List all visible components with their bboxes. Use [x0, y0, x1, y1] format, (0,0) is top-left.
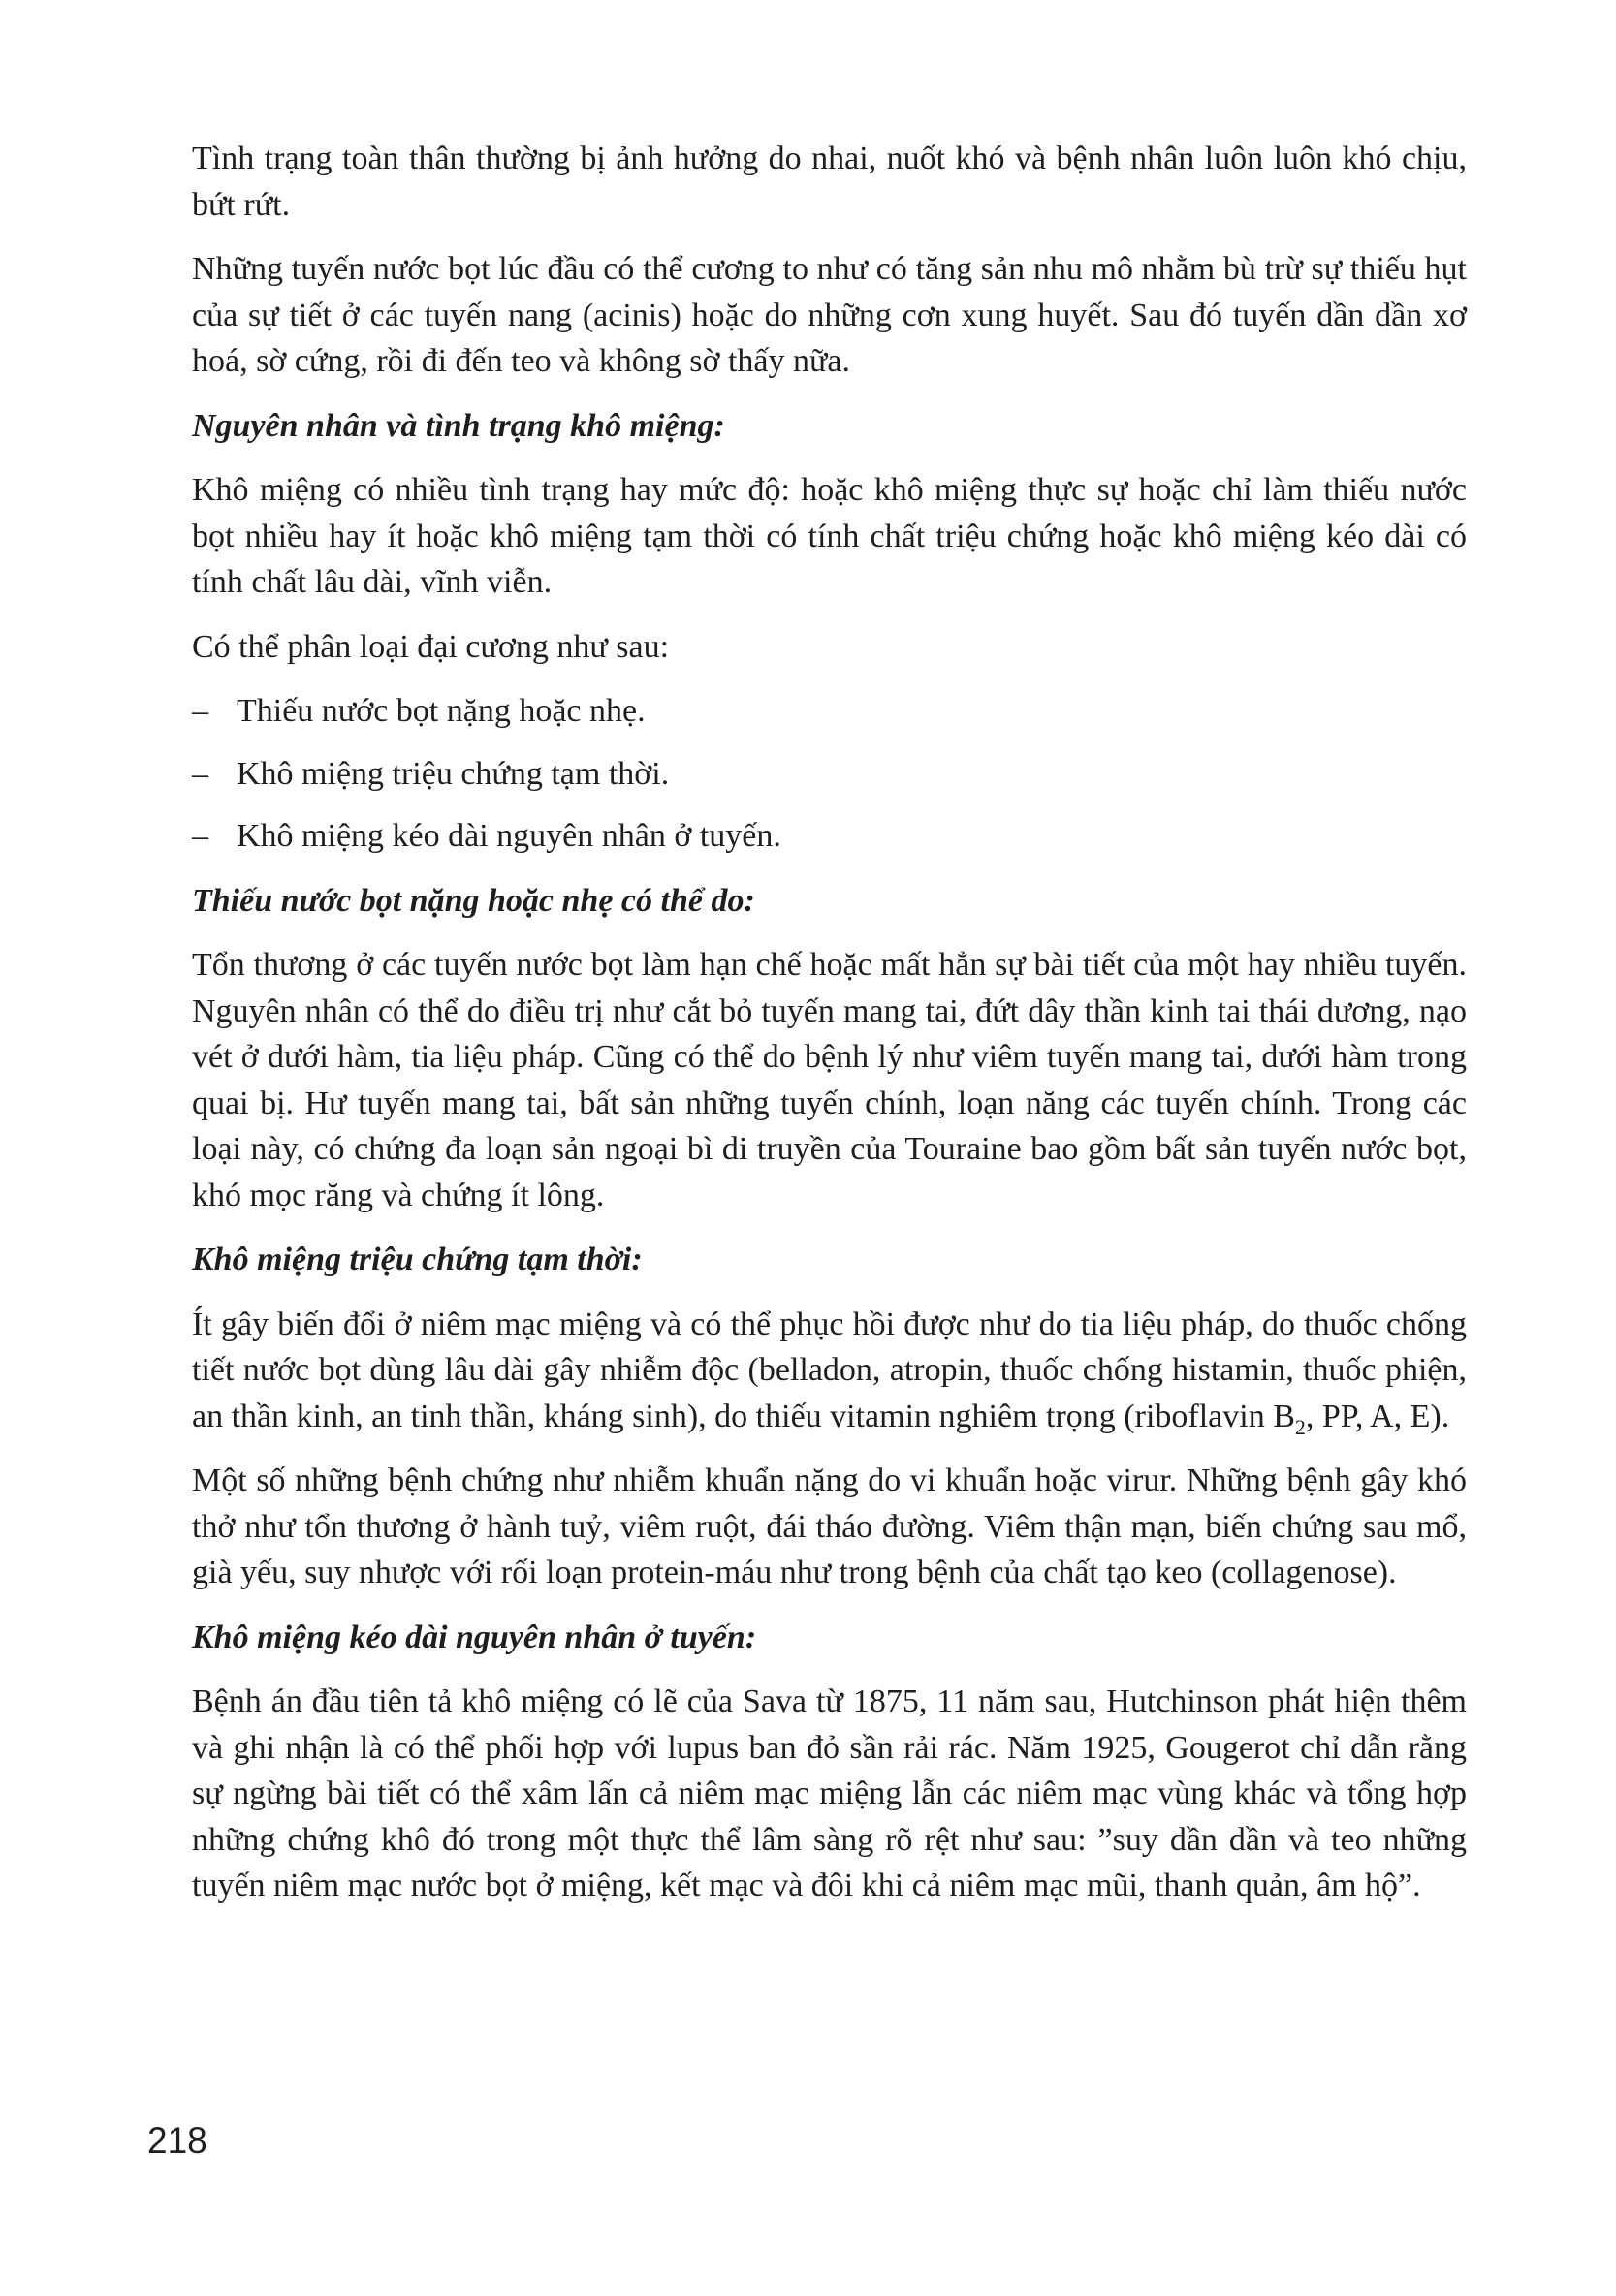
heading-saliva-deficiency: Thiếu nước bọt nặng hoặc nhẹ có thể do:	[192, 882, 755, 919]
heading-causes: Nguyên nhân và tình trạng khô miệng:	[192, 407, 725, 444]
page-body	[192, 136, 1467, 1928]
heading-temporary-symptoms: Khô miệng triệu chứng tạm thời:	[192, 1242, 643, 1277]
paragraph-classification-intro: Có thể phân loại đại cương như sau:	[192, 628, 670, 665]
list-item-text: Thiếu nước bọt nặng hoặc nhẹ.	[237, 693, 646, 729]
paragraph-dry-mouth-levels: Khô miệng có nhiều tình trạng hay mức độ: hoặc khô miệng thực sự hoặc chỉ làm thiếu nước bọt nhiều hay ít hoặc khô miệng tạm thời có tính chất triệu chứng hoặc khô miệng kéo dài có tính chất lâu dài, vĩnh viễn.	[192, 472, 1467, 600]
paragraph-diseases: Một số những bệnh chứng như nhiễm khuẩn nặng do vi khuẩn hoặc virur. Những bệnh gây khó thở như tổn thương ở hành tuỷ, viêm ruột, đái tháo đường. Viêm thận mạn, biến chứng sau mổ, già yếu, suy nhược với rối loạn protein-máu như trong bệnh của chất tạo keo (collagenose).	[192, 1463, 1467, 1590]
paragraph-temporary-causes	[192, 1302, 1467, 1440]
paragraph-history: Bệnh án đầu tiên tả khô miệng có lẽ của Sava từ 1875, 11 năm sau, Hutchinson phát hiện thêm và ghi nhận là có thể phối hợp với lupus ban đỏ sần rải rác. Năm 1925, Gougerot chỉ dẫn rằng sự ngừng bài tiết có thể xâm lấn cả niêm mạc miệng lẫn các niêm mạc vùng khác và tổng hợp những chứng khô đó trong một thực thể lâm sàng rõ rệt như sau: ”suy dần dần và teo những tuyến niêm mạc nước bọt ở miệng, kết mạc và đôi khi cả niêm mạc mũi, thanh quản, âm hộ”.	[192, 1683, 1467, 1903]
classification-list	[192, 688, 1467, 860]
subscript-two: 2	[1294, 1414, 1306, 1439]
page-number: 218	[147, 2121, 207, 2160]
dash-bullet: –	[192, 818, 208, 854]
list-item-text: Khô miệng kéo dài nguyên nhân ở tuyến.	[237, 818, 781, 854]
dash-bullet: –	[192, 693, 208, 729]
paragraph-gland-evolution: Những tuyến nước bọt lúc đầu có thể cương to như có tăng sản nhu mô nhằm bù trừ sự thiếu hụt của sự tiết ở các tuyến nang (acinis) hoặc do những cơn xung huyết. Sau đó tuyến dần dần xơ hoá, sờ cứng, rồi đi đến teo và không sờ thấy nữa.	[192, 251, 1467, 379]
paragraph-temporary-causes-end: , PP, A, E).	[1305, 1398, 1450, 1434]
heading-prolonged-gland-cause: Khô miệng kéo dài nguyên nhân ở tuyến:	[192, 1619, 757, 1655]
paragraph-temporary-causes-main: Ít gây biến đổi ở niêm mạc miệng và có thể phục hồi được như do tia liệu pháp, do thuốc chống tiết nước bọt dùng lâu dài gây nhiễm độc (belladon, atropin, thuốc chống histamin, thuốc phiện, an thần kinh, an tinh thần, kháng sinh), do thiếu vitamin nghiêm trọng (riboflavin B	[192, 1305, 1467, 1434]
list-item	[192, 751, 1467, 798]
paragraph-general-condition: Tình trạng toàn thân thường bị ảnh hưởng do nhai, nuốt khó và bệnh nhân luôn luôn khó chịu, bứt rứt.	[192, 141, 1467, 223]
list-item	[192, 688, 1467, 735]
list-item-text: Khô miệng triệu chứng tạm thời.	[237, 755, 670, 792]
dash-bullet: –	[192, 755, 208, 792]
paragraph-gland-lesions: Tổn thương ở các tuyến nước bọt làm hạn chế hoặc mất hẳn sự bài tiết của một hay nhiều tuyến. Nguyên nhân có thể do điều trị như cắt bỏ tuyến mang tai, đứt dây thần kinh tai thái dương, nạo vét ở dưới hàm, tia liệu pháp. Cũng có thể do bệnh lý như viêm tuyến mang tai, dưới hàm trong quai bị. Hư tuyến mang tai, bất sản những tuyến chính, loạn năng các tuyến chính. Trong các loại này, có chứng đa loạn sản ngoại bì di truyền của Touraine bao gồm bất sản tuyến nước bọt, khó mọc răng và chứng ít lông.	[192, 947, 1467, 1213]
list-item	[192, 813, 1467, 860]
